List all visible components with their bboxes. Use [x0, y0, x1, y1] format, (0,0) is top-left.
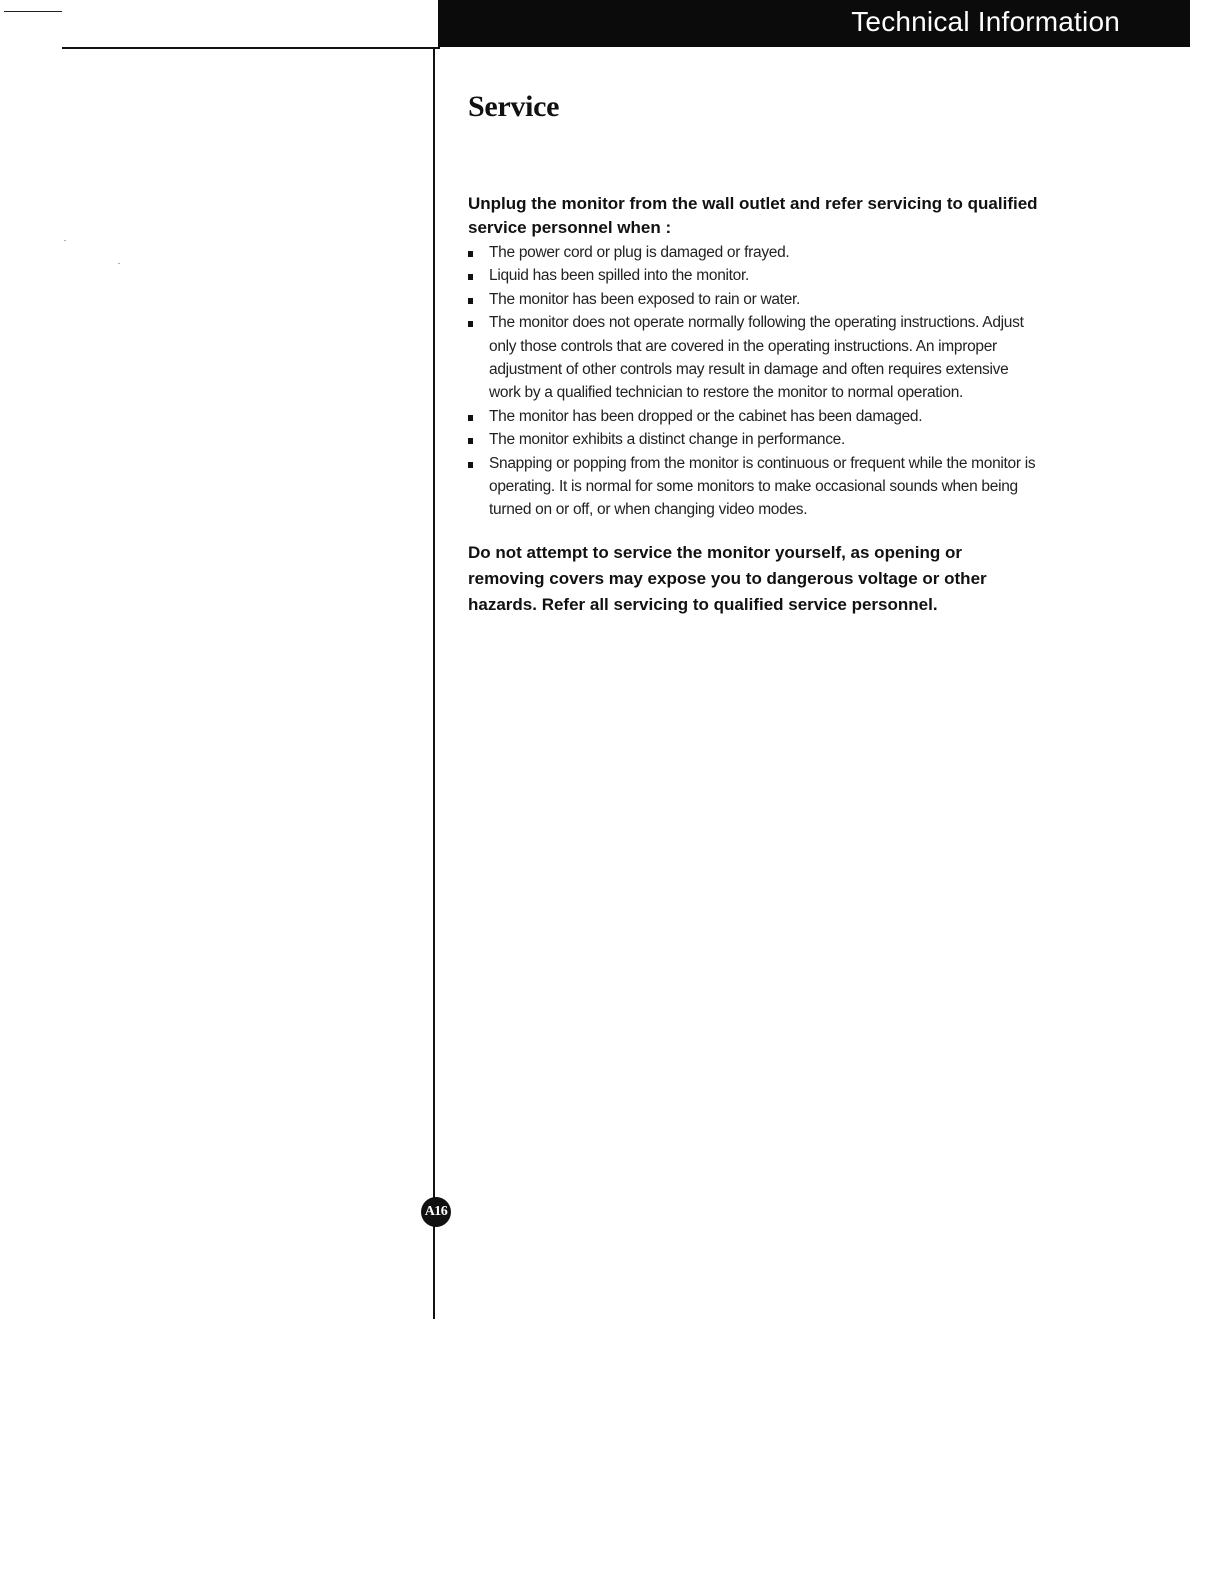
scan-speck — [118, 263, 120, 264]
list-item-text: The monitor has been exposed to rain or water. — [489, 290, 801, 308]
margin-rule — [433, 47, 435, 1319]
header-rule — [62, 47, 440, 49]
bullet-icon — [468, 251, 473, 257]
list-item-text: The power cord or plug is damaged or frayed. — [489, 244, 790, 261]
list-item — [468, 311, 1043, 405]
list-item-text: The monitor does not operate normally following the operating instructions. Adjust only those controls that are covered in the operating instructions. An improper adjustment of other controls may result in damage and often requires extensive work by a qualified technician to restore the monitor to normal operation. — [489, 314, 1024, 402]
list-item — [468, 241, 1043, 264]
list-item — [468, 288, 1043, 311]
bullet-icon — [468, 438, 473, 444]
list-item — [468, 405, 1043, 428]
scan-speck — [64, 240, 66, 241]
bullet-icon — [468, 321, 473, 327]
list-item — [468, 264, 1043, 287]
section-header-bar — [438, 0, 1190, 47]
conditions-list — [468, 241, 1043, 522]
bullet-icon — [468, 298, 473, 304]
warning-paragraph: Do not attempt to service the monitor yourself, as opening or removing covers may expose you to dangerous voltage or other hazards. Refer all servicing to qualified service personnel. — [468, 542, 987, 614]
list-item — [468, 452, 1043, 522]
bullet-icon — [468, 462, 473, 468]
list-item-text: The monitor exhibits a distinct change in performance. — [489, 431, 845, 449]
list-item-text: The monitor has been dropped or the cabinet has been damaged. — [489, 407, 923, 425]
bullet-icon — [468, 415, 473, 421]
page-title: Service — [468, 90, 560, 123]
list-item-text: Liquid has been spilled into the monitor. — [489, 267, 749, 285]
page-number-badge: A16 — [421, 1197, 451, 1227]
intro-paragraph: Unplug the monitor from the wall outlet and refer servicing to qualified service personnel when : — [468, 194, 1038, 237]
list-item-text: Snapping or popping from the monitor is continuous or frequent while the monitor is operating. It is normal for some monitors to make occasional sounds when being turned on or off, or when changing video modes. — [489, 454, 1036, 519]
service-content — [468, 192, 1043, 618]
corner-mark — [4, 11, 62, 12]
bullet-icon — [468, 274, 473, 280]
section-title: Technical Information — [851, 6, 1120, 37]
list-item — [468, 428, 1043, 451]
